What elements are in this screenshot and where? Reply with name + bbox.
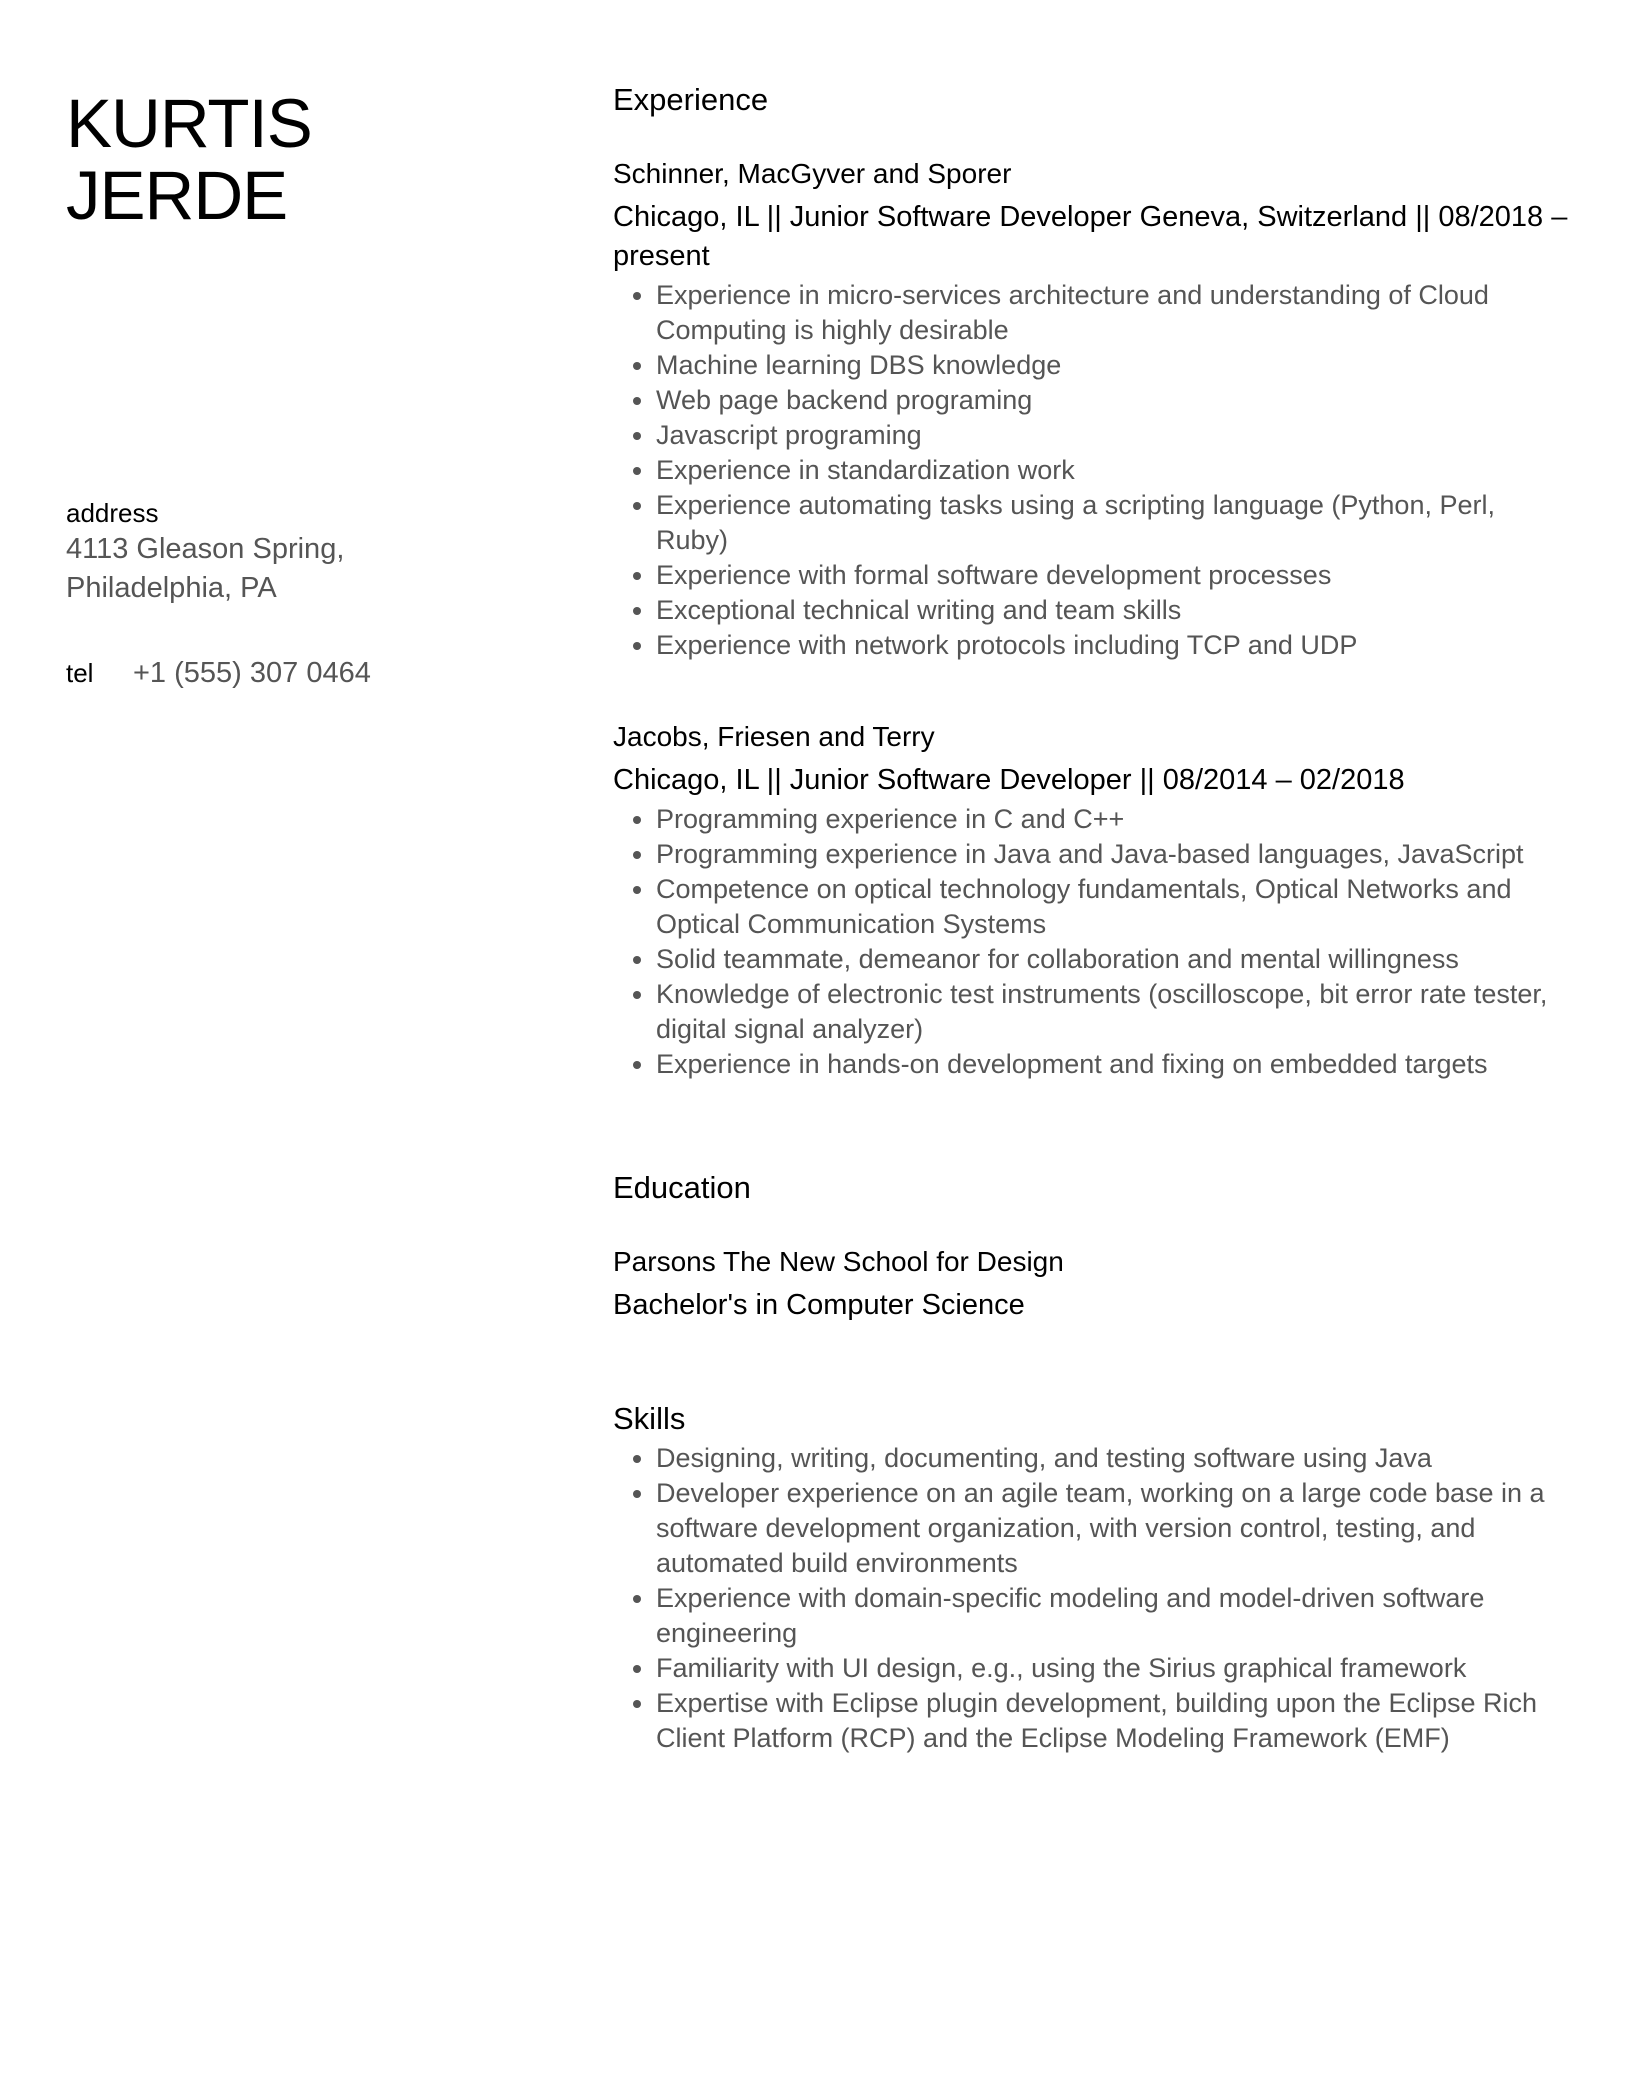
- skill-item: • Designing, writing, documenting, and testing software using Java: [656, 1441, 1573, 1476]
- name-block: [66, 85, 536, 234]
- job-bullet: • Programming experience in C and C++: [656, 802, 1573, 837]
- address-line-2: Philadelphia, PA: [66, 572, 277, 604]
- job-bullet: • Experience in hands-on development and fixing on embedded targets: [656, 1047, 1573, 1082]
- tel-row: [66, 654, 546, 693]
- skill-item: • Experience with domain-specific modeling and model-driven software engineering: [656, 1581, 1573, 1651]
- skill-item: • Expertise with Eclipse plugin development, building upon the Eclipse Rich Client Platform (RCP) and the Eclipse Modeling Framework (EMF): [656, 1686, 1573, 1756]
- skill-item: • Developer experience on an agile team, working on a large code base in a software development organization, with version control, testing, and automated build environments: [656, 1476, 1573, 1581]
- contact-block: [66, 496, 546, 693]
- job-entry: [613, 156, 1573, 663]
- last-name: JERDE: [66, 157, 288, 234]
- address-line-1: 4113 Gleason Spring,: [66, 533, 345, 565]
- education-degree: Bachelor's in Computer Science: [613, 1289, 1025, 1321]
- job-company: Jacobs, Friesen and Terry: [613, 721, 935, 752]
- education-section: [613, 1168, 1573, 1325]
- job-bullet: • Experience automating tasks using a scripting language (Python, Perl, Ruby): [656, 488, 1573, 558]
- education-school: Parsons The New School for Design: [613, 1246, 1064, 1277]
- skills-title: Skills: [613, 1401, 686, 1436]
- job-bullet: • Web page backend programing: [656, 383, 1573, 418]
- education-entry: [613, 1244, 1573, 1325]
- first-name: KURTIS: [66, 85, 312, 162]
- skills-list: [613, 1441, 1573, 1756]
- job-bullet: • Knowledge of electronic test instruments (oscilloscope, bit error rate tester, digital signal analyzer): [656, 977, 1573, 1047]
- job-bullet: • Javascript programing: [656, 418, 1573, 453]
- job-bullet: • Experience in standardization work: [656, 453, 1573, 488]
- job-meta: Chicago, IL || Junior Software Developer || 08/2014 – 02/2018: [613, 764, 1405, 796]
- skill-item: • Familiarity with UI design, e.g., using the Sirius graphical framework: [656, 1651, 1573, 1686]
- experience-section: [613, 80, 1573, 1082]
- job-bullet: • Experience in micro-services architecture and understanding of Cloud Computing is highly desirable: [656, 278, 1573, 348]
- job-company: Schinner, MacGyver and Sporer: [613, 158, 1012, 189]
- main-column: [613, 80, 1573, 1756]
- job-meta: Chicago, IL || Junior Software Developer Geneva, Switzerland || 08/2018 – present: [613, 201, 1568, 272]
- job-entry: [613, 719, 1573, 1082]
- tel-label: tel: [66, 658, 94, 688]
- job-bullet: • Competence on optical technology fundamentals, Optical Networks and Optical Communication Systems: [656, 872, 1573, 942]
- education-title: Education: [613, 1170, 751, 1205]
- job-bullets: [613, 802, 1573, 1082]
- skills-section: [613, 1399, 1573, 1756]
- tel-value: +1 (555) 307 0464: [133, 657, 371, 689]
- experience-title: Experience: [613, 82, 769, 117]
- job-bullet: • Experience with formal software development processes: [656, 558, 1573, 593]
- job-bullets: [613, 278, 1573, 663]
- address-label: address: [66, 498, 159, 528]
- job-bullet: • Machine learning DBS knowledge: [656, 348, 1573, 383]
- job-bullet: • Solid teammate, demeanor for collaboration and mental willingness: [656, 942, 1573, 977]
- job-bullet: • Experience with network protocols including TCP and UDP: [656, 628, 1573, 663]
- job-bullet: • Programming experience in Java and Java-based languages, JavaScript: [656, 837, 1573, 872]
- job-bullet: • Exceptional technical writing and team skills: [656, 593, 1573, 628]
